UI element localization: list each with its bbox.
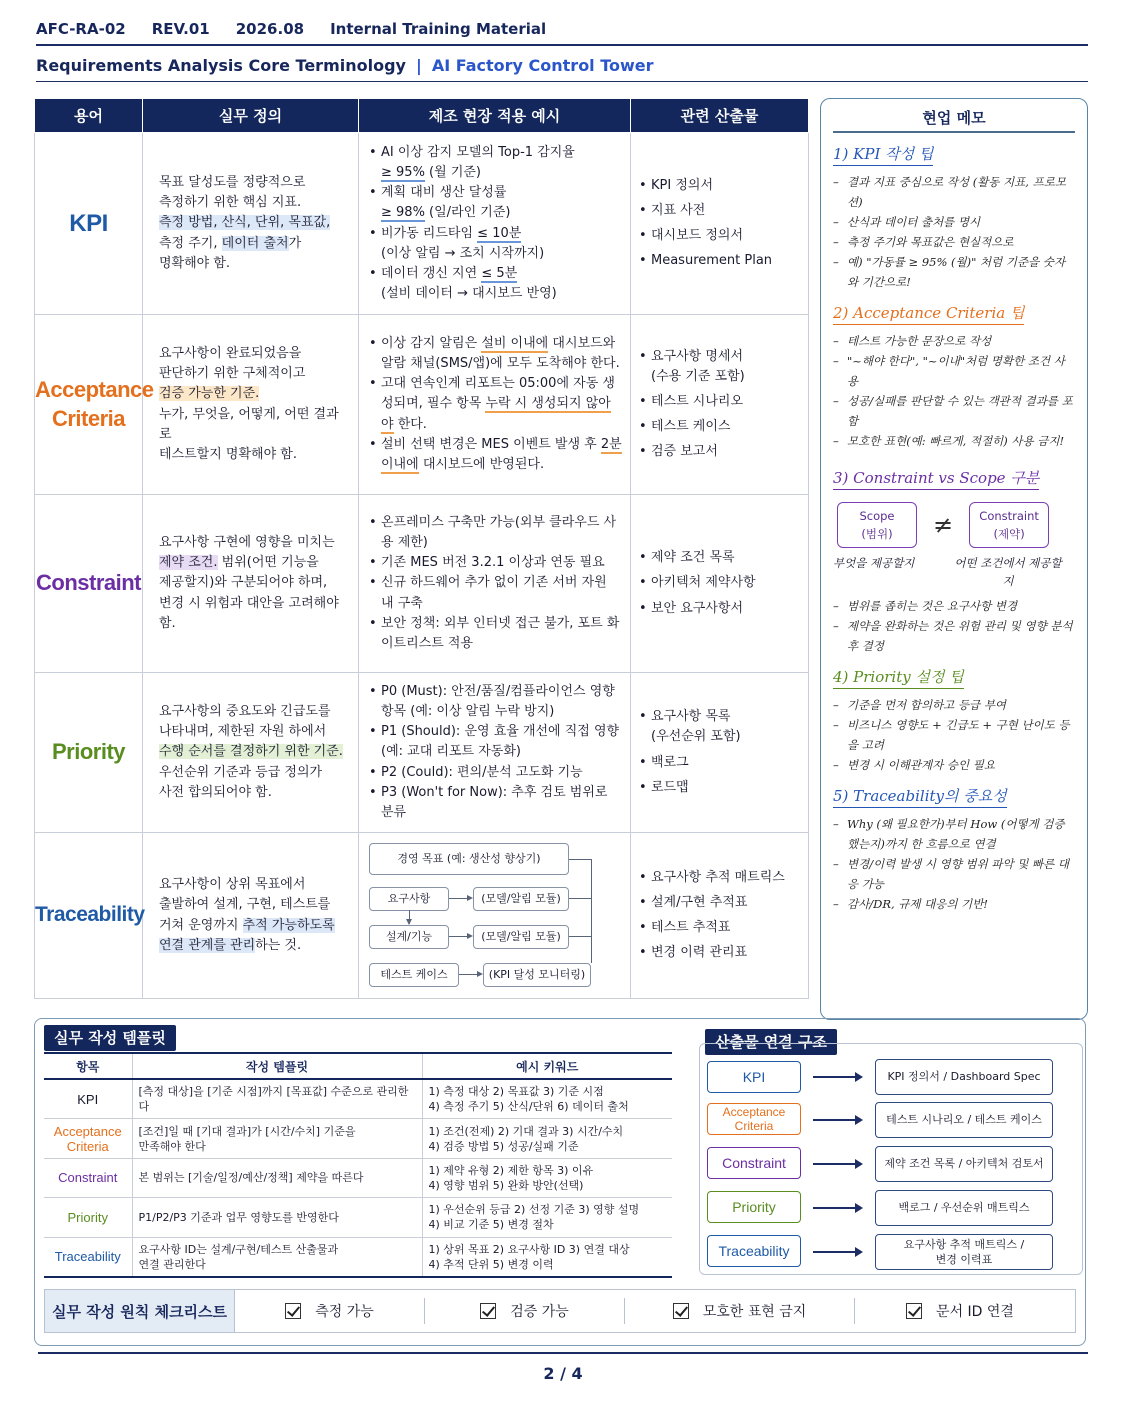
definition-highlight: 데이터 출처 — [221, 235, 289, 251]
table-row — [44, 1237, 672, 1277]
outputs-constraint — [631, 495, 809, 673]
example-acceptance-criteria — [359, 315, 631, 495]
list-item: • 고대 연속인계 리포트는 05:00에 자동 생성되며, 필수 항목 누락 시 생성되지 않아야 한다. — [369, 374, 622, 434]
template-keywords: 1) 제약 유형 2) 제한 항목 3) 이유 4) 영향 범위 5) 완화 방안(선택) — [422, 1158, 672, 1197]
definition-priority — [143, 673, 359, 833]
template-text: [측정 대상]을 [기준 시점]까지 [목표값] 수준으로 관리한다 — [132, 1079, 422, 1119]
memo-heading-traceability: 5) Traceability의 중요성 — [833, 785, 1007, 808]
definition-line: 명확해야 함. — [159, 255, 231, 271]
title-separator: | — [415, 56, 422, 75]
checklist-item[interactable]: 측정 가능 — [235, 1298, 425, 1324]
checklist-bar — [44, 1289, 1076, 1333]
flow-connector — [591, 859, 592, 963]
list-item: • 이상 감지 알림은 설비 이내에 대시보드와 알람 채널(SMS/앱)에 모두 도착해야 한다. — [369, 334, 622, 374]
list-item: • 요구사항 목록 (우선순위 포함) — [639, 707, 800, 747]
list-item: • 기존 MES 버전 3.2.1 이상과 연동 필요 — [369, 553, 622, 573]
table-row — [35, 833, 809, 999]
memo-item: – 결과 지표 중심으로 작성 (활동 지표, 프로모션) — [833, 172, 1075, 212]
template-panel — [34, 1018, 1086, 1346]
arrow-right-icon — [813, 1163, 861, 1165]
list-item: • 아키텍처 제약사항 — [639, 573, 800, 593]
scope-caption: 부엇을 제공할지 — [833, 556, 915, 570]
definition-line: 변경 시 위험과 대안을 고려해야 함. — [159, 595, 339, 631]
link-acceptance: Acceptance Criteria — [707, 1103, 801, 1135]
example-kpi — [359, 133, 631, 315]
table-header-row — [44, 1053, 672, 1079]
header-keywords: 예시 키워드 — [422, 1053, 672, 1079]
doc-label: Internal Training Material — [330, 20, 547, 38]
doc-subtitle: AI Factory Control Tower — [431, 56, 654, 75]
template-text: 본 범위는 [기술/일정/예산/정책] 제약을 따른다 — [132, 1158, 422, 1197]
link-output: 요구사항 추적 매트릭스 / 변경 이력표 — [875, 1234, 1053, 1270]
flow-connector — [449, 936, 469, 937]
definition-line: 요구사항이 완료되었음을 — [159, 346, 302, 362]
doc-title-bar — [36, 50, 1088, 82]
flow-connector — [569, 859, 591, 860]
flow-connector — [449, 898, 469, 899]
template-item-priority: Priority — [44, 1198, 132, 1237]
checkbox-checked-icon[interactable] — [906, 1303, 922, 1319]
definition-line: 사전 합의되어야 함. — [159, 784, 272, 800]
memo-item: – 기준을 먼저 합의하고 등급 부여 — [833, 695, 1075, 715]
list-item: • 설비 선택 변경은 MES 이벤트 발생 후 2분 이내에 대시보드에 반영된다. — [369, 435, 622, 475]
traceability-flow-diagram — [365, 841, 621, 991]
arrow-right-icon — [813, 1207, 861, 1209]
link-output: KPI 정의서 / Dashboard Spec — [875, 1059, 1053, 1095]
list-item: • P1 (Should): 운영 효율 개선에 직접 영향 (예: 교대 리포트 자동화) — [369, 722, 622, 762]
flow-arrow-icon — [477, 971, 483, 977]
definition-line: 우선순위 기준과 등급 정의가 — [159, 764, 323, 780]
list-item: • 온프레미스 구축만 가능(외부 클라우드 사용 제한) — [369, 513, 622, 553]
definition-acceptance-criteria — [143, 315, 359, 495]
term-traceability: Traceability — [35, 833, 143, 999]
definition-line: 요구사항이 상위 목표에서 — [159, 877, 306, 893]
list-item: • 비가동 리드타임 ≤ 10분 (이상 알림 → 조치 시작까지) — [369, 224, 622, 264]
list-item: • 계획 대비 생산 달성률 ≥ 98% (일/라인 기준) — [369, 183, 622, 223]
memo-item: – 산식과 데이터 출처를 명시 — [833, 212, 1075, 232]
template-keywords: 1) 조건(전제) 2) 기대 결과 3) 시간/수치 4) 검증 방법 5) 성공/실패 기준 — [422, 1119, 672, 1158]
definition-line: 나타내며, 제한된 자원 하에서 — [159, 724, 327, 740]
list-item: • 변경 이력 관리표 — [639, 943, 800, 963]
list-item: • 보안 요구사항서 — [639, 599, 800, 619]
link-output: 제약 조건 목록 / 아키텍처 검토서 — [875, 1146, 1053, 1182]
definition-kpi — [143, 133, 359, 315]
template-text: [조건]일 때 [기대 결과]가 [시간/수치] 기준을 만족해야 한다 — [132, 1119, 422, 1158]
table-row — [35, 315, 809, 495]
list-item: • 요구사항 명세서 (수용 기준 포함) — [639, 347, 800, 387]
memo-item: – 변경 시 이해관계자 승인 필요 — [833, 755, 1075, 775]
flow-connector — [569, 898, 591, 899]
template-keywords: 1) 우선순위 등급 2) 선정 기준 3) 영향 설명 4) 비교 기준 5) 변경 절차 — [422, 1198, 672, 1237]
memo-item: – 예) "가동률 ≥ 95% (월)" 처럼 기준을 숫자와 기간으로! — [833, 252, 1075, 292]
memo-heading-kpi: 1) KPI 작성 팁 — [833, 143, 933, 166]
memo-item: – 범위를 좁히는 것은 요구사항 변경 — [833, 596, 1075, 616]
header-item: 항목 — [44, 1053, 132, 1079]
link-traceability: Traceability — [707, 1235, 801, 1267]
template-item-constraint: Constraint — [44, 1158, 132, 1197]
definition-line: 누가, 무엇을, 어떻게, 어떤 결과로 — [159, 406, 339, 442]
flow-arrow-icon — [467, 895, 473, 901]
checkbox-checked-icon[interactable] — [673, 1303, 689, 1319]
definition-traceability — [143, 833, 359, 999]
table-row — [35, 495, 809, 673]
page-number: 2 / 4 — [38, 1352, 1088, 1383]
definition-highlight: 제약 조건. — [159, 555, 218, 571]
term-kpi: KPI — [35, 133, 143, 315]
example-traceability — [359, 833, 631, 999]
checklist-item[interactable]: 모호한 표현 금지 — [625, 1298, 855, 1324]
list-item: • 지표 사전 — [639, 201, 800, 221]
header-term: 용어 — [35, 99, 143, 133]
link-output: 백로그 / 우선순위 매트릭스 — [875, 1190, 1053, 1226]
list-item: • 로드맵 — [639, 778, 800, 798]
template-keywords: 1) 측정 대상 2) 목표값 3) 기준 시점 4) 측정 주기 5) 산식/단위 6) 데이터 출처 — [422, 1079, 672, 1119]
memo-item: – 측정 주기와 목표값은 현실적으로 — [833, 232, 1075, 252]
memo-item: – 모호한 표현(예: 빠르게, 적절히) 사용 금지! — [833, 431, 1075, 451]
template-table — [44, 1052, 672, 1278]
memo-heading-constraint: 3) Constraint vs Scope 구분 — [833, 467, 1039, 490]
not-equal-icon: ≠ — [933, 511, 954, 539]
flow-req-box: 요구사항 — [369, 887, 449, 911]
flow-connector — [459, 974, 479, 975]
definition-constraint — [143, 495, 359, 673]
definition-line: 판단하기 위한 구체적이고 — [159, 366, 306, 382]
flow-goal-box: 경영 목표 (예: 생산성 향상기) — [369, 843, 569, 875]
memo-item: – Why (왜 필요한가)부터 How (어떻게 검증했는지)까지 한 흐름으로 연결 — [833, 814, 1075, 854]
flow-req-model-box: (모델/알림 모듈) — [473, 887, 569, 911]
scope-box: Scope (범위) — [837, 502, 917, 548]
flow-arrow-icon — [467, 933, 473, 939]
term-constraint: Constraint — [35, 495, 143, 673]
doc-title: Requirements Analysis Core Terminology — [36, 56, 406, 75]
memo-title: 현업 메모 — [833, 99, 1075, 133]
doc-revision: REV.01 — [151, 20, 210, 38]
table-row — [44, 1079, 672, 1119]
example-priority — [359, 673, 631, 833]
arrow-right-icon — [813, 1076, 861, 1078]
definition-line: 범위(어떤 기능을 — [217, 555, 319, 571]
list-item: • 검증 보고서 — [639, 442, 800, 462]
list-item: • 테스트 추적표 — [639, 918, 800, 938]
memo-item: – 테스트 가능한 문장으로 작성 — [833, 331, 1075, 351]
flow-kpi-box: (KPI 달성 모니터링) — [483, 963, 591, 987]
table-row — [35, 133, 809, 315]
outputs-traceability — [631, 833, 809, 999]
template-item-kpi: KPI — [44, 1079, 132, 1119]
doc-code: AFC-RA-02 — [36, 20, 126, 38]
table-row — [35, 673, 809, 833]
checklist-label: 실무 작성 원칙 체크리스트 — [45, 1290, 235, 1332]
header-template: 작성 템플릿 — [132, 1053, 422, 1079]
field-memo-panel — [820, 98, 1088, 1020]
list-item: • P2 (Could): 편의/분석 고도화 기능 — [369, 763, 622, 783]
header-definition: 실무 정의 — [143, 99, 359, 133]
memo-heading-priority: 4) Priority 설정 팁 — [833, 666, 964, 689]
terminology-table — [34, 98, 809, 999]
definition-line: 측정하기 위한 핵심 지표. — [159, 195, 302, 211]
flow-arrow-icon — [406, 919, 412, 925]
definition-line: 목표 달성도를 정량적으로 — [159, 175, 306, 191]
definition-highlight: 연결 관계를 관리 — [159, 937, 256, 953]
definition-line: 출발하여 설계, 구현, 테스트를 — [159, 897, 331, 913]
definition-line: 테스트할지 명확해야 함. — [159, 446, 297, 462]
definition-highlight: 추적 가능하도록 — [242, 917, 335, 933]
example-constraint — [359, 495, 631, 673]
link-tag: 산출물 연결 구조 — [705, 1029, 837, 1055]
outputs-kpi — [631, 133, 809, 315]
definition-line: 가 — [288, 235, 302, 251]
definition-highlight: 측정 방법, 산식, 단위, 목표값, — [159, 215, 331, 231]
checklist-item[interactable]: 문서 ID 연결 — [855, 1298, 1065, 1324]
constraint-caption: 어떤 조건에서 제공할지 — [954, 556, 1062, 588]
definition-line: 요구사항 구현에 영향을 미치는 — [159, 535, 335, 551]
checkbox-checked-icon[interactable] — [285, 1303, 301, 1319]
list-item: • AI 이상 감지 모델의 Top-1 감지율 ≥ 95% (월 기준) — [369, 143, 622, 183]
link-constraint: Constraint — [707, 1147, 801, 1179]
memo-heading-acceptance: 2) Acceptance Criteria 팁 — [833, 302, 1024, 325]
memo-item: – "~해야 한다", "~이내"처럼 명확한 조건 사용 — [833, 351, 1075, 391]
definition-highlight: 수행 순서를 결정하기 위한 기준. — [159, 744, 343, 760]
list-item: • KPI 정의서 — [639, 176, 800, 196]
table-row — [44, 1198, 672, 1237]
scope-constraint-compare — [833, 502, 1075, 548]
memo-item: – 성공/실패를 판단할 수 있는 객관적 결과를 포함 — [833, 391, 1075, 431]
flow-connector — [569, 936, 591, 937]
template-text: 요구사항 ID는 설계/구현/테스트 산출물과 연결 관리한다 — [132, 1237, 422, 1277]
arrow-right-icon — [813, 1119, 861, 1121]
list-item: • 대시보드 정의서 — [639, 226, 800, 246]
flow-test-box: 테스트 케이스 — [369, 963, 459, 987]
template-item-traceability: Traceability — [44, 1237, 132, 1277]
definition-line: 측정 주기, — [159, 235, 222, 251]
checkbox-checked-icon[interactable] — [480, 1303, 496, 1319]
term-acceptance-criteria: Acceptance Criteria — [35, 315, 143, 495]
list-item: • 테스트 케이스 — [639, 417, 800, 437]
link-priority: Priority — [707, 1191, 801, 1223]
constraint-box: Constraint (제약) — [969, 502, 1049, 548]
outputs-priority — [631, 673, 809, 833]
template-tag: 실무 작성 템플릿 — [44, 1025, 176, 1051]
doc-meta-bar — [36, 14, 1088, 46]
header-example: 제조 현장 적용 예시 — [359, 99, 631, 133]
definition-line: 요구사항의 중요도와 긴급도를 — [159, 704, 331, 720]
table-row — [44, 1158, 672, 1197]
list-item: • 요구사항 추적 매트릭스 — [639, 868, 800, 888]
definition-line: 제공할지)와 구분되어야 하며, — [159, 575, 328, 591]
memo-item: – 감사/DR, 규제 대응의 기반! — [833, 894, 1075, 914]
outputs-acceptance-criteria — [631, 315, 809, 495]
list-item: • 백로그 — [639, 753, 800, 773]
checklist-item[interactable]: 검증 가능 — [425, 1298, 625, 1324]
header-outputs: 관련 산출물 — [631, 99, 809, 133]
list-item: • 테스트 시나리오 — [639, 392, 800, 412]
doc-date: 2026.08 — [235, 20, 305, 38]
definition-highlight: 검증 가능한 기준. — [159, 386, 260, 402]
definition-line: 하는 것. — [255, 937, 302, 953]
list-item: • 제약 조건 목록 — [639, 548, 800, 568]
template-text: P1/P2/P3 기준과 업무 영향도를 반영한다 — [132, 1198, 422, 1237]
memo-item: – 제약을 완화하는 것은 위험 관리 및 영향 분석 후 결정 — [833, 616, 1075, 656]
term-priority: Priority — [35, 673, 143, 833]
list-item: • Measurement Plan — [639, 251, 800, 271]
list-item: • P3 (Won't for Now): 추후 검토 범위로 분류 — [369, 783, 622, 823]
template-item-acceptance: Acceptance Criteria — [44, 1119, 132, 1158]
list-item: • 보안 정책: 외부 인터넷 접근 불가, 포트 화이트리스트 적용 — [369, 614, 622, 654]
link-output: 테스트 시나리오 / 테스트 케이스 — [875, 1102, 1053, 1138]
list-item: • 신규 하드웨어 추가 없이 기존 서버 자원 내 구축 — [369, 573, 622, 613]
memo-item: – 변경/이력 발생 시 영향 범위 파악 및 빠른 대응 가능 — [833, 854, 1075, 894]
table-row — [44, 1119, 672, 1158]
flow-design-model-box: (모델/알림 모듈) — [473, 925, 569, 949]
list-item: • P0 (Must): 안전/품질/컴플라이언스 영향 항목 (예: 이상 알림 누락 방지) — [369, 682, 622, 722]
table-header-row — [35, 99, 809, 133]
list-item: • 설계/구현 추적표 — [639, 893, 800, 913]
list-item: • 데이터 갱신 지연 ≤ 5분 (설비 데이터 → 대시보드 반영) — [369, 264, 622, 304]
definition-line: 거쳐 운영까지 — [159, 917, 243, 933]
memo-item: – 비즈니스 영향도 + 긴급도 + 구현 난이도 등을 고려 — [833, 715, 1075, 755]
link-kpi: KPI — [707, 1061, 801, 1093]
template-keywords: 1) 상위 목표 2) 요구사항 ID 3) 연결 대상 4) 추적 단위 5) 변경 이력 — [422, 1237, 672, 1277]
arrow-right-icon — [813, 1251, 861, 1253]
flow-design-box: 설계/기능 — [369, 925, 449, 949]
